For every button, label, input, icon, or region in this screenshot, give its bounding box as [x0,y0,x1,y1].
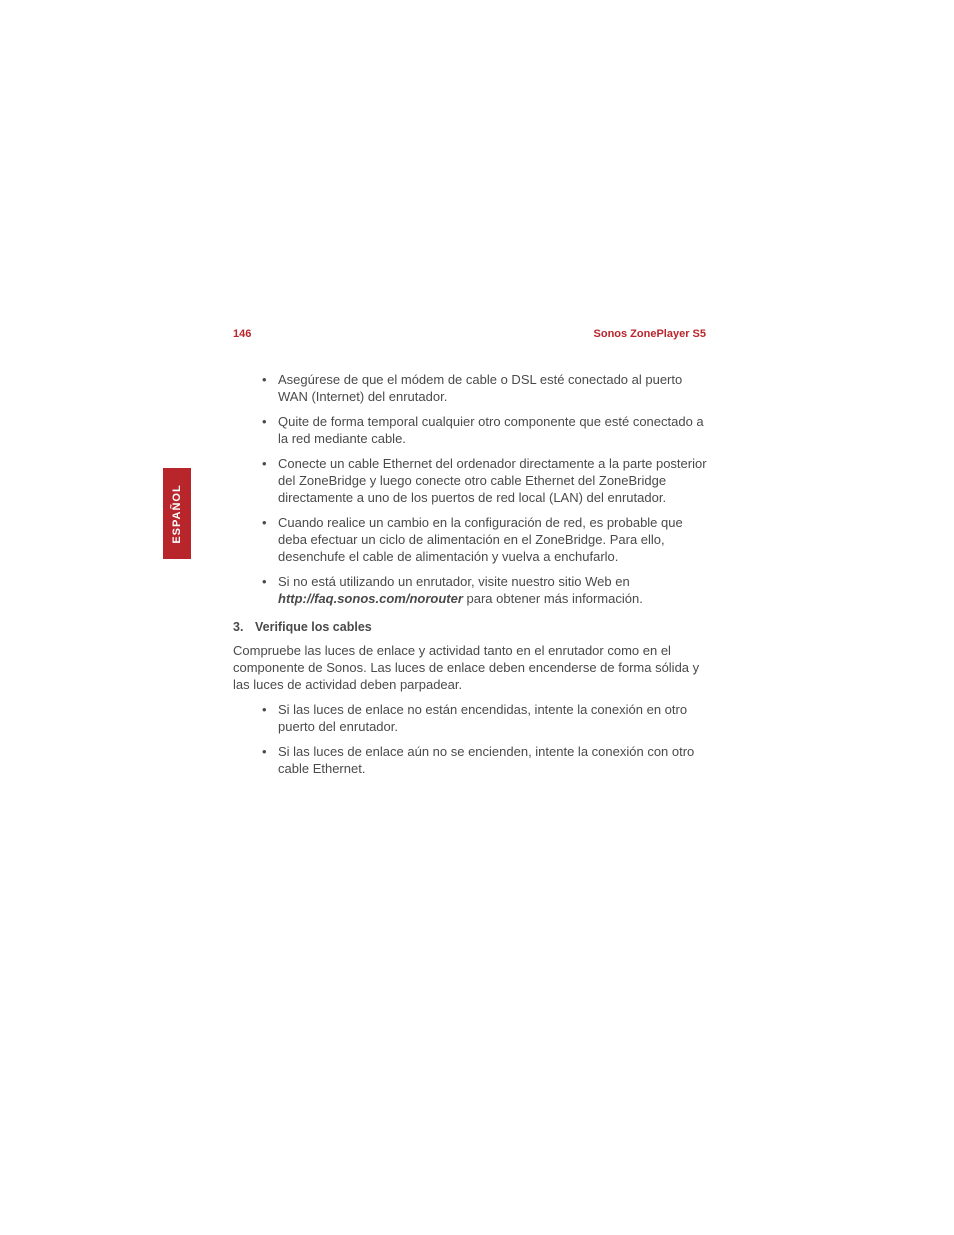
bullet-text: Si no está utilizando un enrutador, visite nuestro sitio Web en [278,574,630,589]
cable-check-list [233,701,708,777]
step-title: Verifique los cables [255,620,372,634]
list-item: • Cuando realice un cambio en la configuración de red, es probable que deba efectuar un ciclo de alimentación en el ZoneBridge. Para ello, desenchufe el cable de alimentación y vuelva a enchufarlo. [262,515,683,564]
step-heading [233,619,708,636]
list-item: • Conecte un cable Ethernet del ordenador directamente a la parte posterior del ZoneBridge y luego conecte otro cable Ethernet del ZoneBridge directamente a uno de los puertos de red local (LAN) del enrutador. [262,456,707,505]
troubleshoot-list [233,371,708,607]
bullet-icon: • [262,574,267,589]
list-item: • Si las luces de enlace no están encendidas, intente la conexión en otro puerto del enrutador. [262,702,688,734]
list-item: • Si las luces de enlace aún no se encienden, intente la conexión con otro cable Ethernet. [262,744,695,776]
bullet-icon: • [262,456,267,471]
bullet-icon: • [262,414,267,429]
language-tab-label: ESPAÑOL [171,483,183,544]
bullet-icon: • [262,515,267,530]
bullet-icon: • [262,702,267,717]
norouter-link[interactable]: http://faq.sonos.com/norouter [278,591,463,606]
running-header-title: Sonos ZonePlayer S5 [593,328,706,340]
page-content [233,371,708,785]
language-tab [163,468,191,559]
bullet-text: para obtener más información. [466,591,643,606]
bullet-icon: • [262,744,267,759]
step-paragraph: Compruebe las luces de enlace y actividad tanto en el enrutador como en el componente de Sonos. Las luces de enlace deben encenderse de forma sólida y las luces de actividad deben parpadear. [233,643,700,692]
step-number: 3. [233,620,244,634]
bullet-icon: • [262,372,267,387]
list-item [233,573,708,607]
page-number: 146 [233,328,252,340]
list-item: • Quite de forma temporal cualquier otro componente que esté conectado a la red mediante cable. [262,414,704,446]
list-item: • Asegúrese de que el módem de cable o DSL esté conectado al puerto WAN (Internet) del enrutador. [262,372,683,404]
